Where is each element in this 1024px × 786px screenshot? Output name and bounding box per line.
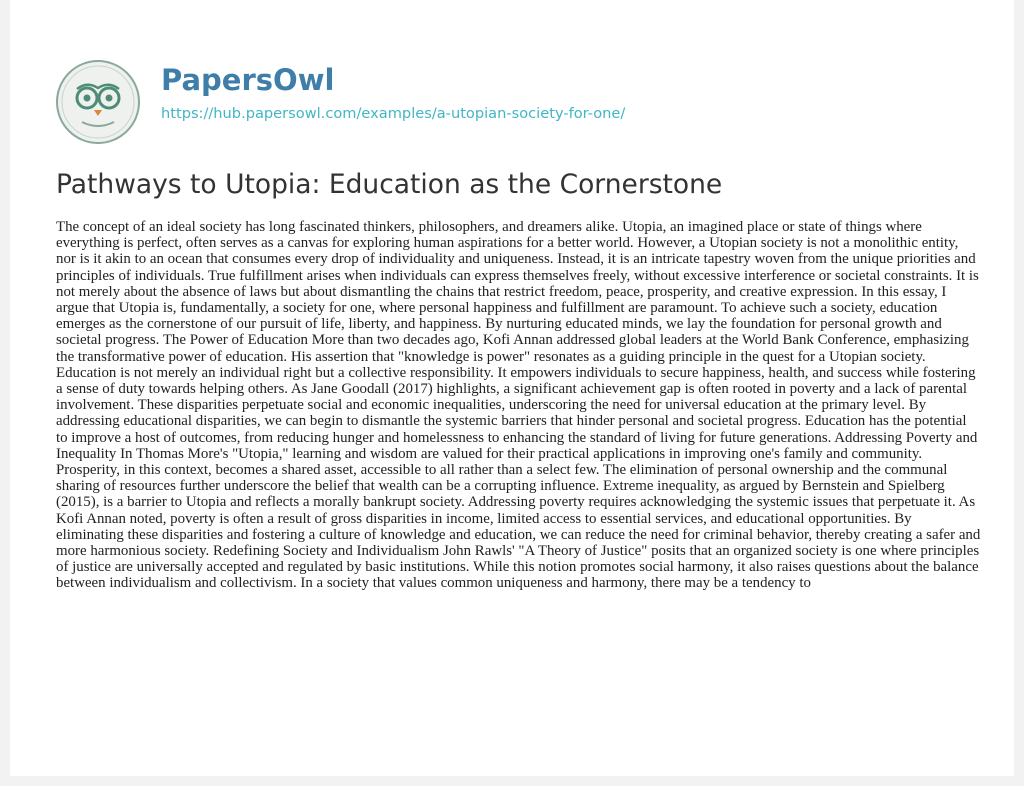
owl-logo-icon xyxy=(54,58,142,146)
essay-body: The concept of an ideal society has long fascinated thinkers, philosophers, and dreamers alike. Utopia, an imagined place or state of things where everything is perfect, often serves as a canvas for exploring human aspirations for a better world. However, a Utopian society is not a monolithic entity, nor is it akin to an ocean that consumes every drop of individuality and uniqueness. Instead, it is an intricate tapestry woven from the unique priorities and principles of individuals. True fulfillment arises when individuals can express themselves freely, without excessive interference or societal constraints. It is not merely about the absence of laws but about dismantling the chains that restrict freedom, peace, prosperity, and creative expression. In this essay, I argue that Utopia is, fundamentally, a society for one, where personal happiness and fulfillment are paramount. To achieve such a society, education emerges as the cornerstone of our pursuit of life, liberty, and happiness. By nurturing educated minds, we lay the foundation for personal growth and societal progress. The Power of Education More than two decades ago, Kofi Annan addressed global leaders at the World Bank Conference, emphasizing the transformative power of education. His assertion that "knowledge is power" resonates as a guiding principle in the quest for a Utopian society. Education is not merely an individual right but a collective responsibility. It empowers individuals to secure happiness, health, and success while fostering a sense of duty towards helping others. As Jane Goodall (2017) highlights, a significant achievement gap is often rooted in poverty and a lack of parental involvement. These disparities perpetuate social and economic inequalities, underscoring the need for universal education at the primary level. By addressing educational disparities, we can begin to dismantle the systemic barriers that hinder personal and societal progress. Education has the potential to improve a host of outcomes, from reducing hunger and homelessness to enhancing the standard of living for future generations. Addressing Poverty and Inequality In Thomas More's "Utopia," learning and wisdom are valued for their practical applications in improving one's family and community. Prosperity, in this context, becomes a shared asset, accessible to all rather than a select few. The elimination of personal ownership and the communal sharing of resources further underscore the belief that wealth can be a corrupting influence. Extreme inequality, as argued by Bernstein and Spielberg (2015), is a barrier to Utopia and reflects a morally bankrupt society. Addressing poverty requires acknowledging the systemic issues that perpetuate it. As Kofi Annan noted, poverty is often a result of gross disparities in income, limited access to essential services, and educational opportunities. By eliminating these disparities and fostering a culture of knowledge and education, we can reduce the need for criminal behavior, thereby creating a safer and more harmonious society. Redefining Society and Individualism John Rawls' "A Theory of Justice" posits that an organized society is one where principles of justice are universally accepted and regulated by basic institutions. While this notion promotes social harmony, it also raises questions about the balance between individualism and collectivism. In a society that values common uniqueness and harmony, there may be a tendency to xyxy=(56,219,981,592)
brand-name: PapersOwl xyxy=(161,63,335,97)
source-url-link[interactable]: https://hub.papersowl.com/examples/a-utopian-society-for-one/ xyxy=(161,105,626,122)
essay-title: Pathways to Utopia: Education as the Cornerstone xyxy=(56,169,723,200)
